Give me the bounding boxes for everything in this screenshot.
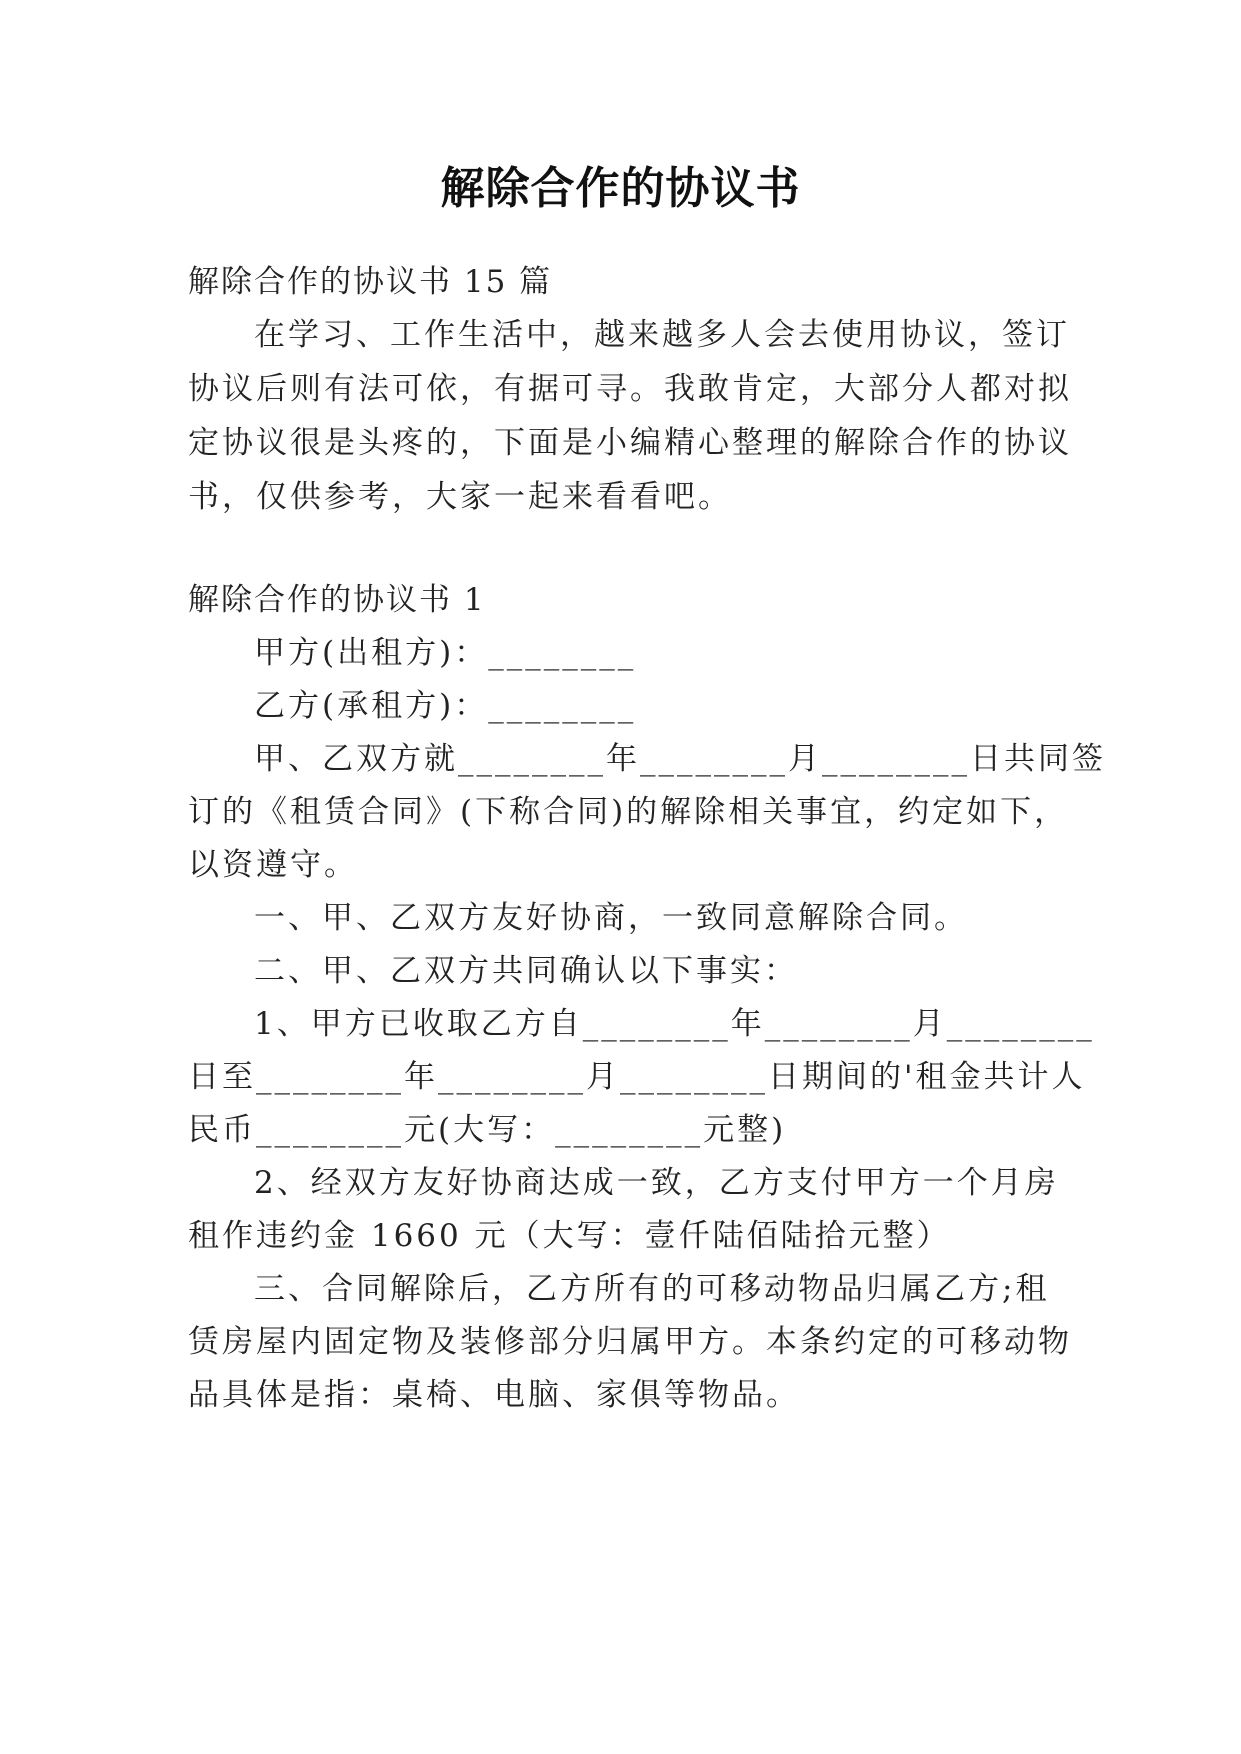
clause-line: 品具体是指：桌椅、电脑、家俱等物品。 [188,1377,800,1413]
item-line: 民币________元(大写：________元整) [188,1112,787,1148]
section-heading: 解除合作的协议书 1 [188,582,486,618]
paragraph-line: 订的《租赁合同》(下称合同)的解除相关事宜，约定如下， [188,794,1069,830]
intro-line: 书，仅供参考，大家一起来看看吧。 [188,479,732,515]
party-a-line: 甲方(出租方)：________ [254,635,637,671]
item-line: 1、甲方已收取乙方自________年________月________ [254,1006,1095,1042]
clause-line: 一、甲、乙双方友好协商，一致同意解除合同。 [254,900,968,936]
intro-line: 在学习、工作生活中，越来越多人会去使用协议，签订 [254,317,1070,353]
document-title: 解除合作的协议书 [440,163,801,214]
item-line: 2、经双方友好协商达成一致，乙方支付甲方一个月房 [254,1165,1059,1201]
intro-line: 定协议很是头疼的，下面是小编精心整理的解除合作的协议 [188,425,1072,461]
paragraph-line: 以资遵守。 [188,847,358,883]
document-subtitle: 解除合作的协议书 15 篇 [188,264,553,300]
clause-line: 赁房屋内固定物及装修部分归属甲方。本条约定的可移动物 [188,1324,1072,1360]
item-line: 租作违约金 1660 元（大写：壹仟陆佰陆拾元整） [188,1218,951,1254]
intro-line: 协议后则有法可依，有据可寻。我敢肯定，大部分人都对拟 [188,371,1072,407]
clause-line: 三、合同解除后，乙方所有的可移动物品归属乙方;租 [254,1271,1050,1307]
party-b-line: 乙方(承租方)：________ [254,688,637,724]
item-line: 日至________年________月________日期间的'租金共计人 [188,1059,1086,1095]
clause-line: 二、甲、乙双方共同确认以下事实： [254,953,798,989]
paragraph-line: 甲、乙双方就________年________月________日共同签 [254,741,1106,777]
